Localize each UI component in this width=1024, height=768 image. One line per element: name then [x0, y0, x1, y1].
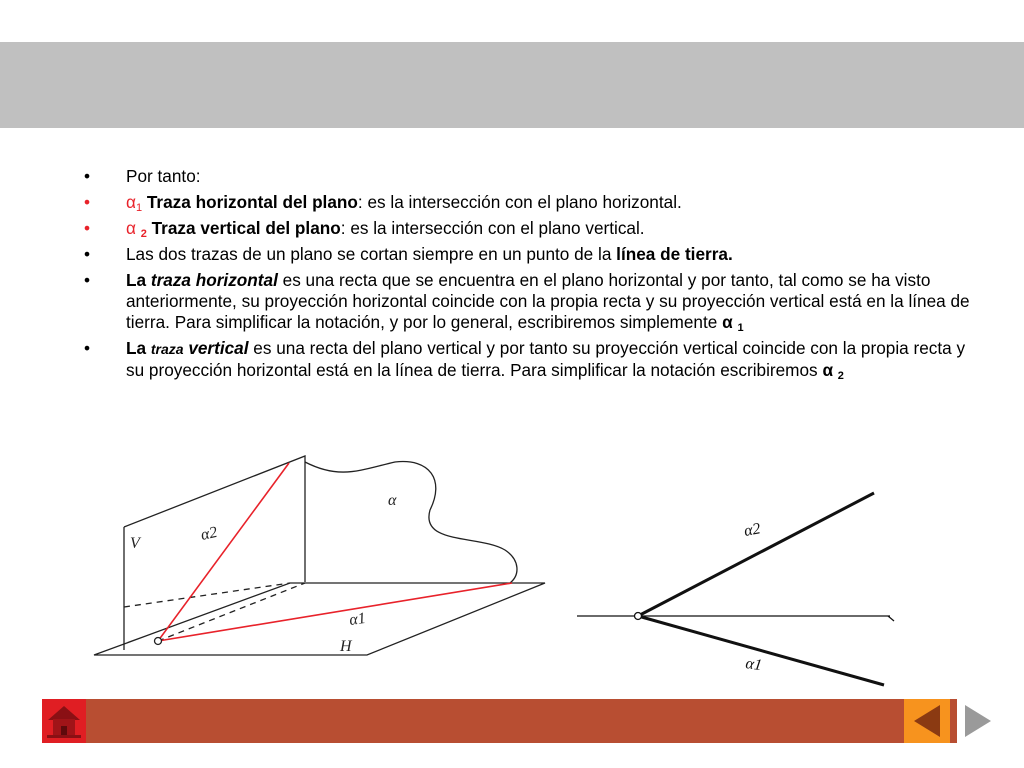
term-bold: línea de tierra.	[616, 244, 733, 264]
alpha-symbol: α $_2$	[126, 218, 147, 240]
slide-content	[84, 166, 984, 386]
list-item	[84, 218, 984, 239]
trace-alpha2	[158, 463, 289, 641]
label-alpha: α	[388, 492, 397, 509]
bullet-marker: •	[84, 270, 91, 290]
header-band	[0, 42, 1024, 128]
intersection-point	[155, 638, 162, 645]
bullet-text: Por tanto:	[126, 166, 201, 186]
list-item	[84, 192, 984, 213]
bullet-marker: •	[84, 218, 91, 238]
label-alpha2: α2	[199, 523, 219, 544]
ground-intersection-point	[635, 613, 642, 620]
bullet-text: : es la intersección con el plano horizontal.	[357, 192, 682, 212]
list-item	[84, 166, 984, 187]
term-italic: traza horizontal	[150, 270, 278, 290]
triangle-left-icon	[904, 699, 950, 743]
ground-line-tick	[888, 616, 894, 621]
alpha-plane-outline	[305, 462, 517, 583]
left-figure	[94, 456, 545, 655]
bullet-text: : es la intersección con el plano vertical.	[340, 218, 645, 238]
right-figure	[577, 493, 894, 685]
projection-alpha2	[638, 493, 874, 616]
bullet-text: La	[126, 270, 147, 290]
label-v: V	[130, 535, 140, 552]
term-bold: Traza horizontal del plano	[146, 192, 358, 212]
list-item	[84, 270, 984, 333]
label-alpha1: α1	[744, 655, 764, 675]
bullet-text: es una recta que se encuentra en el plano horizontal y por tanto, tal como se ha visto anteriormente, su proyección horizontal coincide con la propia recta y su proyección vertical está en la línea de tierra. Para simplificar la notación, y por lo general, escribiremos simplemente	[126, 270, 970, 332]
dashed-line	[124, 583, 290, 607]
term-italic: traza	[150, 341, 184, 357]
bottom-nav-bar	[42, 699, 997, 743]
list-item	[84, 338, 984, 381]
alpha-symbol: α $_2$	[822, 360, 844, 382]
bullet-text: es una recta del plano vertical y por tanto su proyección vertical coincide con la propia recta y su proyección horizontal está en la línea de tierra. Para simplificar la notación escribiremos	[126, 338, 966, 380]
label-alpha1: α1	[348, 609, 367, 629]
bullet-marker: •	[84, 338, 91, 358]
projection-alpha1	[638, 616, 884, 685]
label-alpha2: α2	[742, 520, 762, 540]
back-button[interactable]	[904, 699, 950, 743]
alpha-symbol: α $_1$	[722, 312, 744, 334]
bullet-marker: •	[84, 166, 91, 186]
term-italic: vertical	[188, 338, 249, 358]
label-h: H	[340, 638, 352, 655]
bullet-marker: •	[84, 192, 91, 212]
bullet-marker: •	[84, 244, 91, 264]
list-item	[84, 244, 984, 265]
alpha-symbol: $\alpha_1$	[126, 192, 143, 214]
triangle-right-icon	[957, 699, 997, 743]
plane-traces-figure	[0, 440, 1024, 690]
horizontal-plane	[94, 583, 545, 655]
bullet-list	[84, 166, 984, 381]
home-icon	[42, 699, 86, 743]
term-bold: Traza vertical del plano	[151, 218, 341, 238]
bullet-text: La	[126, 338, 147, 358]
bullet-text: Las dos trazas de un plano se cortan siempre en un punto de la	[126, 244, 617, 264]
nav-separator	[950, 699, 957, 743]
home-button[interactable]	[42, 699, 86, 743]
next-button[interactable]	[957, 699, 997, 743]
